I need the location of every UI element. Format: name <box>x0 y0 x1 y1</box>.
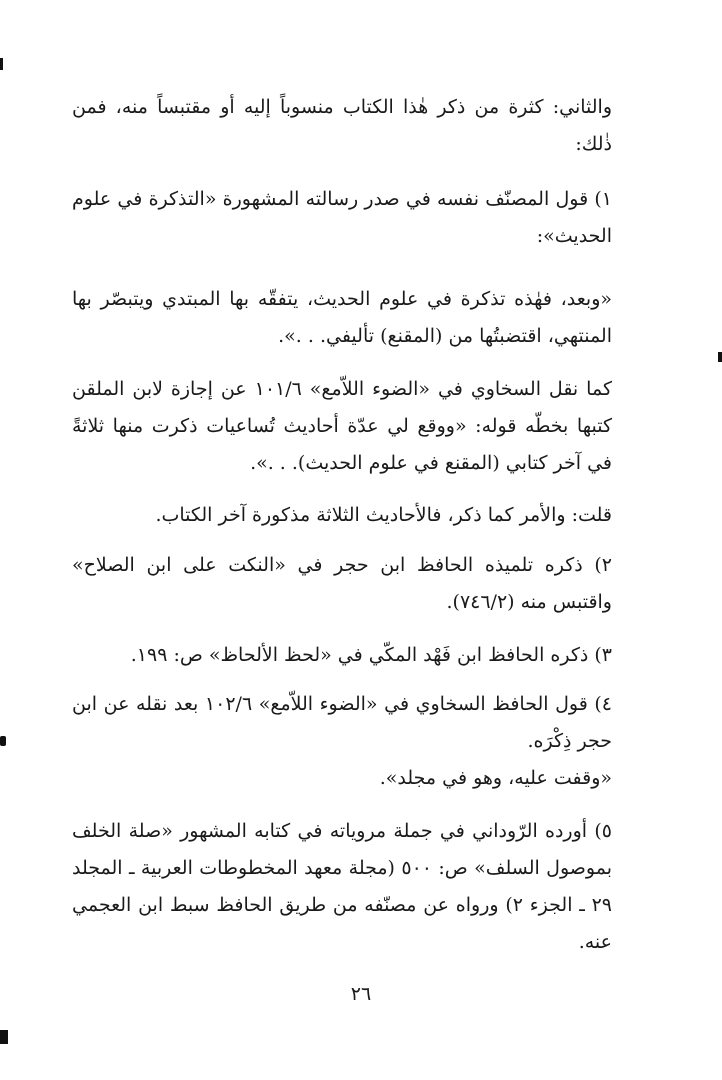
quote-tadhkira: «وبعد، فهٰذه تذكرة في علوم الحديث، يتفقّه بها المبتدي ويتبصّر بها المنتهي، اقتضبتُها من (المقنع) تأليفي. . .». <box>72 288 612 347</box>
scan-margin-mark <box>0 736 6 746</box>
page-number: ٢٦ <box>350 983 372 1005</box>
paragraph-sakhawi-citation: كما نقل السخاوي في «الضوء اللاّمع» ١٠١/٦ عن إجازة لابن الملقن كتبها بخطّه قوله: «ووقع لي عدّة أحاديث تُساعيات ذكرت منها ثلاثةً في آخر كتابي (المقنع في علوم الحديث). . .». <box>72 378 613 474</box>
paragraph-item-5: ٥) أورده الرّوداني في جملة مروياته في كتابه المشهور «صلة الخلف بموصول السلف» ص: ٥٠٠ (مجلة معهد المخطوطات العربية ـ المجلد ٢٩ ـ الجزء ٢) ورواه عن مصنّفه من طريق الحافظ سبط ابن العجمي عنه. <box>72 820 612 953</box>
quote-sakhawi: «وقفت عليه، وهو في مجلد». <box>379 767 612 789</box>
paragraph-note: قلت: والأمر كما ذكر، فالأحاديث الثلاثة مذكورة آخر الكتاب. <box>155 504 612 526</box>
paragraph-item-2: ٢) ذكره تلميذه الحافظ ابن حجر في «النكت على ابن الصلاح» واقتبس منه (٧٤٦/٢). <box>72 554 612 613</box>
paragraph-item-1: ١) قول المصنّف نفسه في صدر رسالته المشهورة «التذكرة في علوم الحديث»: <box>72 188 612 247</box>
scan-margin-mark <box>0 1030 8 1044</box>
scan-margin-mark <box>718 352 722 362</box>
scan-margin-mark <box>0 58 3 70</box>
paragraph-intro: والثاني: كثرة من ذكر هٰذا الكتاب منسوباً إليه أو مقتبساً منه، فمن ذٰلك: <box>72 96 612 155</box>
paragraph-item-4: ٤) قول الحافظ السخاوي في «الضوء اللاّمع» ١٠٢/٦ بعد نقله عن ابن حجر ذِكْرَه. <box>72 693 612 752</box>
paragraph-item-3: ٣) ذكره الحافظ ابن فَهْد المكّي في «لحظ الألحاظ» ص: ١٩٩. <box>130 644 612 666</box>
